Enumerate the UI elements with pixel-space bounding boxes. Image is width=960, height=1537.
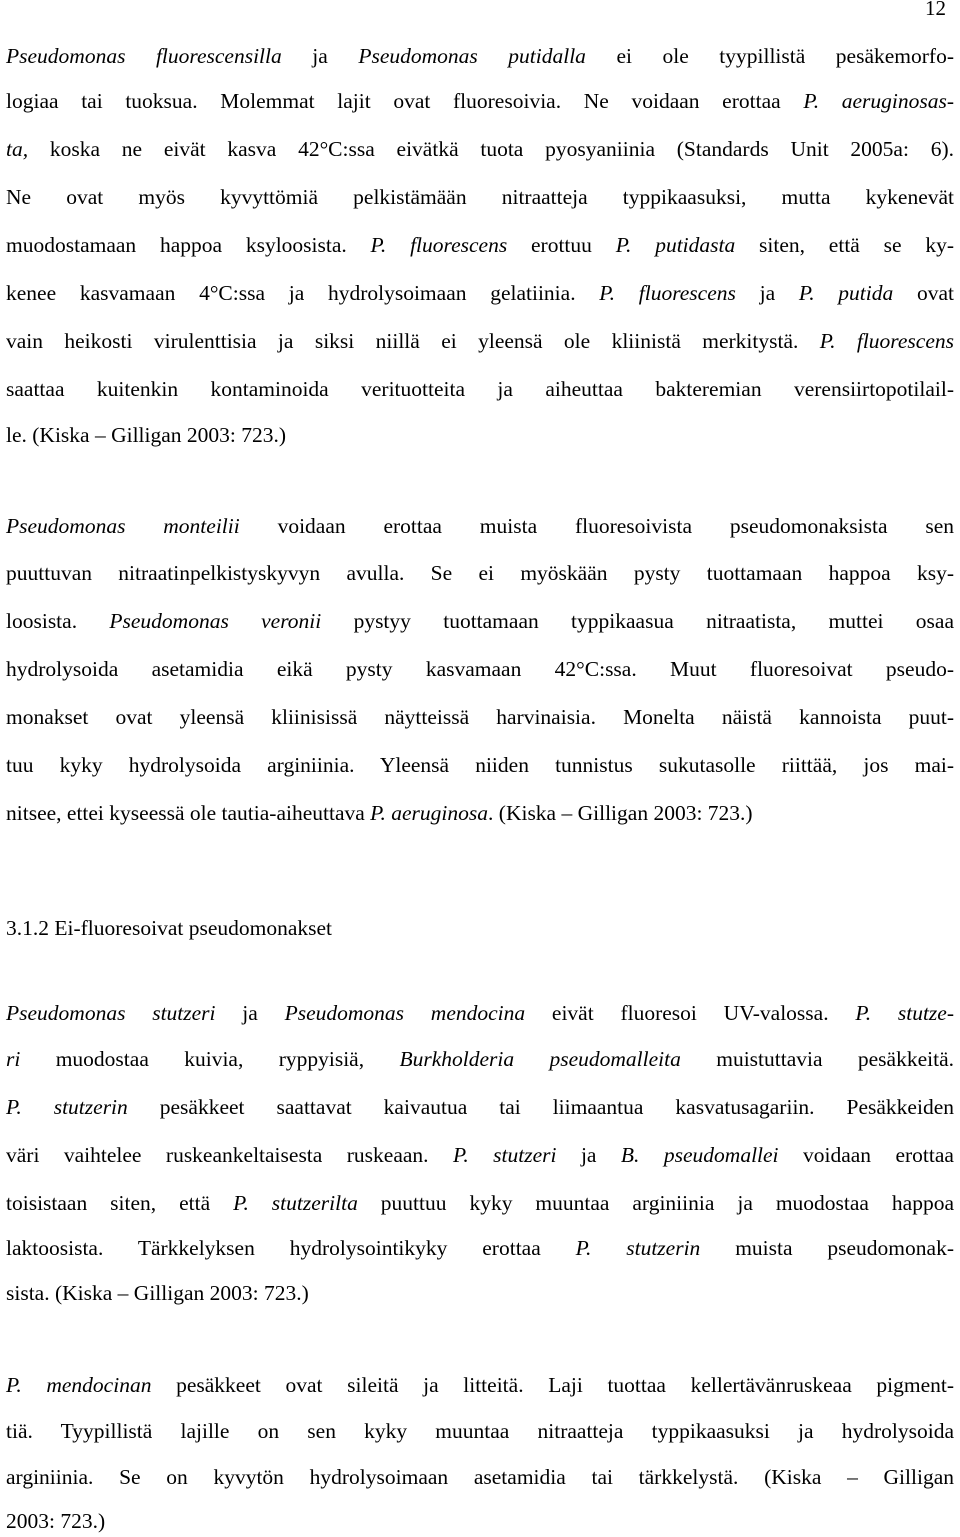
text-run: ja xyxy=(281,44,359,68)
text-line xyxy=(6,1370,954,1400)
text-run: pesäkkeet saattavat kaivautua tai liimaantua kasvatusagariin. Pesäkkeiden xyxy=(127,1095,954,1119)
italic-term: P. fluorescens xyxy=(819,329,954,353)
text-run: toisistaan siten, että xyxy=(6,1191,234,1215)
text-line xyxy=(6,1044,954,1074)
italic-term: Pseudomonas monteilii xyxy=(6,514,240,538)
italic-term: P. aeruginosa xyxy=(370,801,489,825)
text-run: sista. (Kiska – Gilligan 2003: 723.) xyxy=(6,1281,309,1305)
text-line xyxy=(6,1506,954,1536)
text-line xyxy=(6,1416,954,1446)
text-line xyxy=(6,1462,954,1492)
text-run: logiaa tai tuoksua. Molemmat lajit ovat fluoresoivia. Ne voidaan erottaa xyxy=(6,89,804,113)
text-run: vain heikosti virulenttisia ja siksi niillä ei yleensä ole kliinistä merkitystä. xyxy=(6,329,820,353)
text-line xyxy=(6,182,954,212)
text-run: nitsee, ettei kyseessä ole tautia-aiheuttava xyxy=(6,801,371,825)
italic-term: Burkholderia pseudomalleita xyxy=(399,1047,681,1071)
section-heading xyxy=(6,913,954,943)
text-run: voidaan erottaa xyxy=(778,1143,954,1167)
text-line xyxy=(6,230,954,260)
italic-term: P. stutzerilta xyxy=(233,1191,358,1215)
text-run: arginiinia. Se on kyvytön hydrolysoimaan asetamidia tai tärkkelystä. (Kiska – Gilligan xyxy=(6,1465,954,1489)
text-run: ja xyxy=(735,281,799,305)
text-run: Ne ovat myös kyvyttömiä pelkistämään nitraatteja typpikaasuksi, mutta kykenevät xyxy=(6,185,954,209)
italic-term: P. fluorescens xyxy=(370,233,508,257)
text-line xyxy=(6,511,954,541)
text-line xyxy=(6,654,954,684)
text-line xyxy=(6,134,954,164)
text-run: 3.1.2 Ei-fluoresoivat pseudomonakset xyxy=(6,916,333,940)
text-line xyxy=(6,750,954,780)
text-line xyxy=(6,998,954,1028)
italic-term: Pseudomonas fluorescensilla xyxy=(6,44,282,68)
italic-term: Pseudomonas mendocina xyxy=(284,1001,526,1025)
italic-term: Pseudomonas putidalla xyxy=(358,44,586,68)
text-line xyxy=(6,326,954,356)
text-line xyxy=(6,702,954,732)
text-line xyxy=(6,1140,954,1170)
text-run: saattaa kuitenkin kontaminoida verituotteita ja aiheuttaa bakteremian verensiirtopotilail- xyxy=(6,377,954,401)
italic-term: P. mendocinan xyxy=(6,1373,152,1397)
italic-term: P. aeruginosas- xyxy=(803,89,954,113)
italic-term: B. pseudomallei xyxy=(620,1143,779,1167)
text-line xyxy=(6,1278,954,1308)
text-run: 2003: 723.) xyxy=(6,1509,106,1533)
text-run: puuttuvan nitraatinpelkistyskyvyn avulla. Se ei myöskään pysty tuottamaan happoa ksy- xyxy=(6,561,954,585)
text-run: loosista. xyxy=(6,609,110,633)
text-line xyxy=(6,86,954,116)
text-line xyxy=(6,798,954,828)
text-line xyxy=(6,278,954,308)
text-line xyxy=(6,606,954,636)
text-run: ei ole tyypillistä pesäkemorfo- xyxy=(585,44,954,68)
text-run: ja xyxy=(556,1143,621,1167)
text-line xyxy=(6,41,954,71)
italic-term: P. stutzerin xyxy=(575,1236,701,1260)
italic-term: P. putida xyxy=(798,281,894,305)
text-line xyxy=(6,1092,954,1122)
italic-term: P. putidasta xyxy=(615,233,736,257)
text-run: eivät fluoresoi UV-valossa. xyxy=(525,1001,856,1025)
italic-term: Pseudomonas stutzeri xyxy=(6,1001,216,1025)
text-run: pesäkkeet ovat sileitä ja litteitä. Laji tuottaa kellertävänruskeaa pigment- xyxy=(151,1373,954,1397)
text-run: kenee kasvamaan 4°C:ssa ja hydrolysoimaan gelatiinia. xyxy=(6,281,600,305)
italic-term: P. fluorescens xyxy=(599,281,736,305)
text-run: väri vaihtelee ruskeankeltaisesta ruskeaan. xyxy=(6,1143,453,1167)
text-run: tuu kyky hydrolysoida arginiinia. Yleensä niiden tunnistus sukutasolle riittää, jos mai- xyxy=(6,753,954,777)
text-line xyxy=(6,420,954,450)
text-run: hydrolysoida asetamidia eikä pysty kasvamaan 42°C:ssa. Muut fluoresoivat pseudo- xyxy=(6,657,954,681)
italic-term: P. stutzeri xyxy=(453,1143,557,1167)
text-line xyxy=(6,1188,954,1218)
text-run: monakset ovat yleensä kliinisissä näytteissä harvinaisia. Monelta näistä kannoista puut- xyxy=(6,705,954,729)
text-run: laktoosista. Tärkkelyksen hydrolysointikyky erottaa xyxy=(6,1236,576,1260)
text-line xyxy=(6,1233,954,1263)
text-run: ovat xyxy=(893,281,954,305)
text-run: erottuu xyxy=(507,233,616,257)
italic-term: ri xyxy=(6,1047,21,1071)
page-number: 12 xyxy=(925,0,946,20)
text-run: koska ne eivät kasva 42°C:ssa eivätkä tuota pyosyaniinia (Standards Unit 2005a: 6). xyxy=(28,137,954,161)
text-run: muodostamaan happoa ksyloosista. xyxy=(6,233,371,257)
text-run: ja xyxy=(215,1001,285,1025)
text-line xyxy=(6,558,954,588)
text-line xyxy=(6,374,954,404)
text-run: tiä. Tyypillistä lajille on sen kyky muuntaa nitraatteja typpikaasuksi ja hydrolysoida xyxy=(6,1419,954,1443)
italic-term: P. stutzerin xyxy=(6,1095,128,1119)
text-run: muistuttavia pesäkkeitä. xyxy=(680,1047,954,1071)
text-run: muodostaa kuivia, ryppyisiä, xyxy=(20,1047,400,1071)
italic-term: P. stutze- xyxy=(855,1001,954,1025)
text-run: le. (Kiska – Gilligan 2003: 723.) xyxy=(6,423,287,447)
text-run: siten, että se ky- xyxy=(735,233,954,257)
text-run: voidaan erottaa muista fluoresoivista pseudomonaksista sen xyxy=(239,514,954,538)
text-run: puuttuu kyky muuntaa arginiinia ja muodostaa happoa xyxy=(357,1191,955,1215)
italic-term: Pseudomonas veronii xyxy=(109,609,322,633)
italic-term: ta, xyxy=(6,137,29,161)
text-run: . (Kiska – Gilligan 2003: 723.) xyxy=(488,801,753,825)
text-run: pystyy tuottamaan typpikaasua nitraatista, muttei osaa xyxy=(321,609,954,633)
text-run: muista pseudomonak- xyxy=(700,1236,954,1260)
